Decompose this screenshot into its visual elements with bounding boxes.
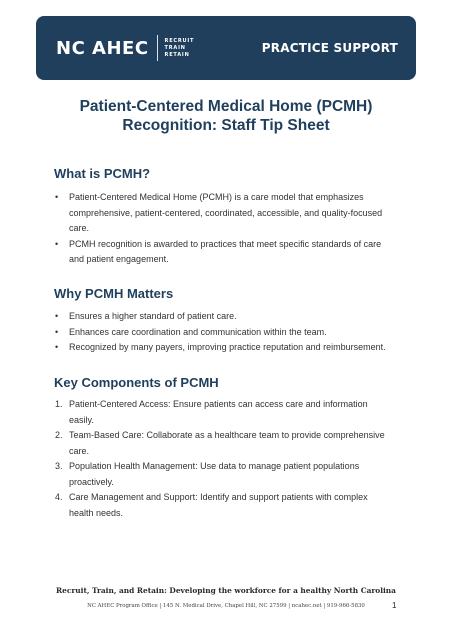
footer-contact-info: NC AHEC Program Office | 145 N. Medical Drive, Chapel Hill, NC 27599 | ncahec.net | 919-966-5830	[87, 603, 365, 609]
list-line: Patient-Centered Access: Ensure patients can access care and information	[69, 399, 368, 409]
section-heading-what-is-pcmh: What is PCMH?	[54, 166, 151, 181]
list-line: proactively.	[69, 476, 114, 487]
list-line: Team-Based Care: Collaborate as a healthcare team to provide comprehensive	[69, 430, 385, 440]
why-pcmh-matters-list	[55, 309, 400, 356]
number-marker: 2.	[55, 430, 63, 440]
list-line: Recognized by many payers, improving practice reputation and reimbursement.	[69, 342, 386, 352]
list-line: Patient-Centered Medical Home (PCMH) is a care model that emphasizes	[69, 192, 364, 202]
logo-divider	[157, 35, 158, 61]
list-line: care.	[69, 223, 90, 233]
page-number: 1	[392, 601, 397, 610]
list-item	[55, 459, 400, 490]
list-item	[55, 237, 400, 268]
practice-support-label: PRACTICE SUPPORT	[261, 41, 398, 55]
bullet-marker: •	[55, 311, 59, 321]
list-item	[55, 309, 400, 325]
list-line: Ensures a higher standard of patient care.	[69, 311, 237, 321]
list-item	[55, 397, 400, 428]
list-item	[55, 325, 400, 341]
list-line: Enhances care coordination and communication within the team.	[69, 326, 327, 337]
list-item	[55, 428, 400, 459]
list-item	[55, 490, 400, 521]
title-line-2: Recognition: Staff Tip Sheet	[122, 117, 330, 134]
list-line: Population Health Management: Use data to manage patient populations	[69, 461, 360, 471]
list-item	[55, 340, 400, 356]
number-marker: 4.	[55, 492, 63, 502]
number-marker: 3.	[55, 461, 63, 471]
what-is-pcmh-list	[55, 190, 400, 268]
tagline-recruit: RECRUIT	[164, 37, 195, 44]
section-heading-why-pcmh-matters: Why PCMH Matters	[54, 286, 174, 301]
bullet-marker: •	[55, 238, 59, 249]
bullet-marker: •	[55, 326, 59, 337]
footer-tagline: Recruit, Train, and Retain: Developing the workforce for a healthy North Carolina	[56, 586, 396, 595]
list-line: easily.	[69, 414, 94, 425]
bullet-marker: •	[55, 342, 59, 352]
page-title	[40, 97, 412, 135]
list-line: health needs.	[69, 507, 124, 518]
list-line: Care Management and Support: Identify and support patients with complex	[69, 492, 368, 502]
logo-text: NC AHEC	[56, 37, 149, 59]
bullet-marker: •	[55, 192, 59, 202]
tagline-train: TRAIN	[164, 44, 186, 51]
logo-tagline	[165, 38, 195, 59]
key-components-list	[55, 397, 400, 521]
list-line: comprehensive, patient-centered, coordinated, accessible, and quality-focused	[69, 207, 383, 218]
section-heading-key-components: Key Components of PCMH	[54, 375, 219, 390]
list-line: care.	[69, 445, 90, 456]
list-line: and patient engagement.	[69, 254, 169, 264]
number-marker: 1.	[55, 399, 63, 409]
header-banner	[36, 16, 416, 80]
title-line-1: Patient-Centered Medical Home (PCMH)	[79, 98, 373, 115]
tagline-retain: RETAIN	[164, 51, 190, 58]
list-item	[55, 190, 400, 237]
list-line: PCMH recognition is awarded to practices that meet specific standards of care	[69, 238, 382, 249]
ncahec-logo	[56, 35, 194, 61]
